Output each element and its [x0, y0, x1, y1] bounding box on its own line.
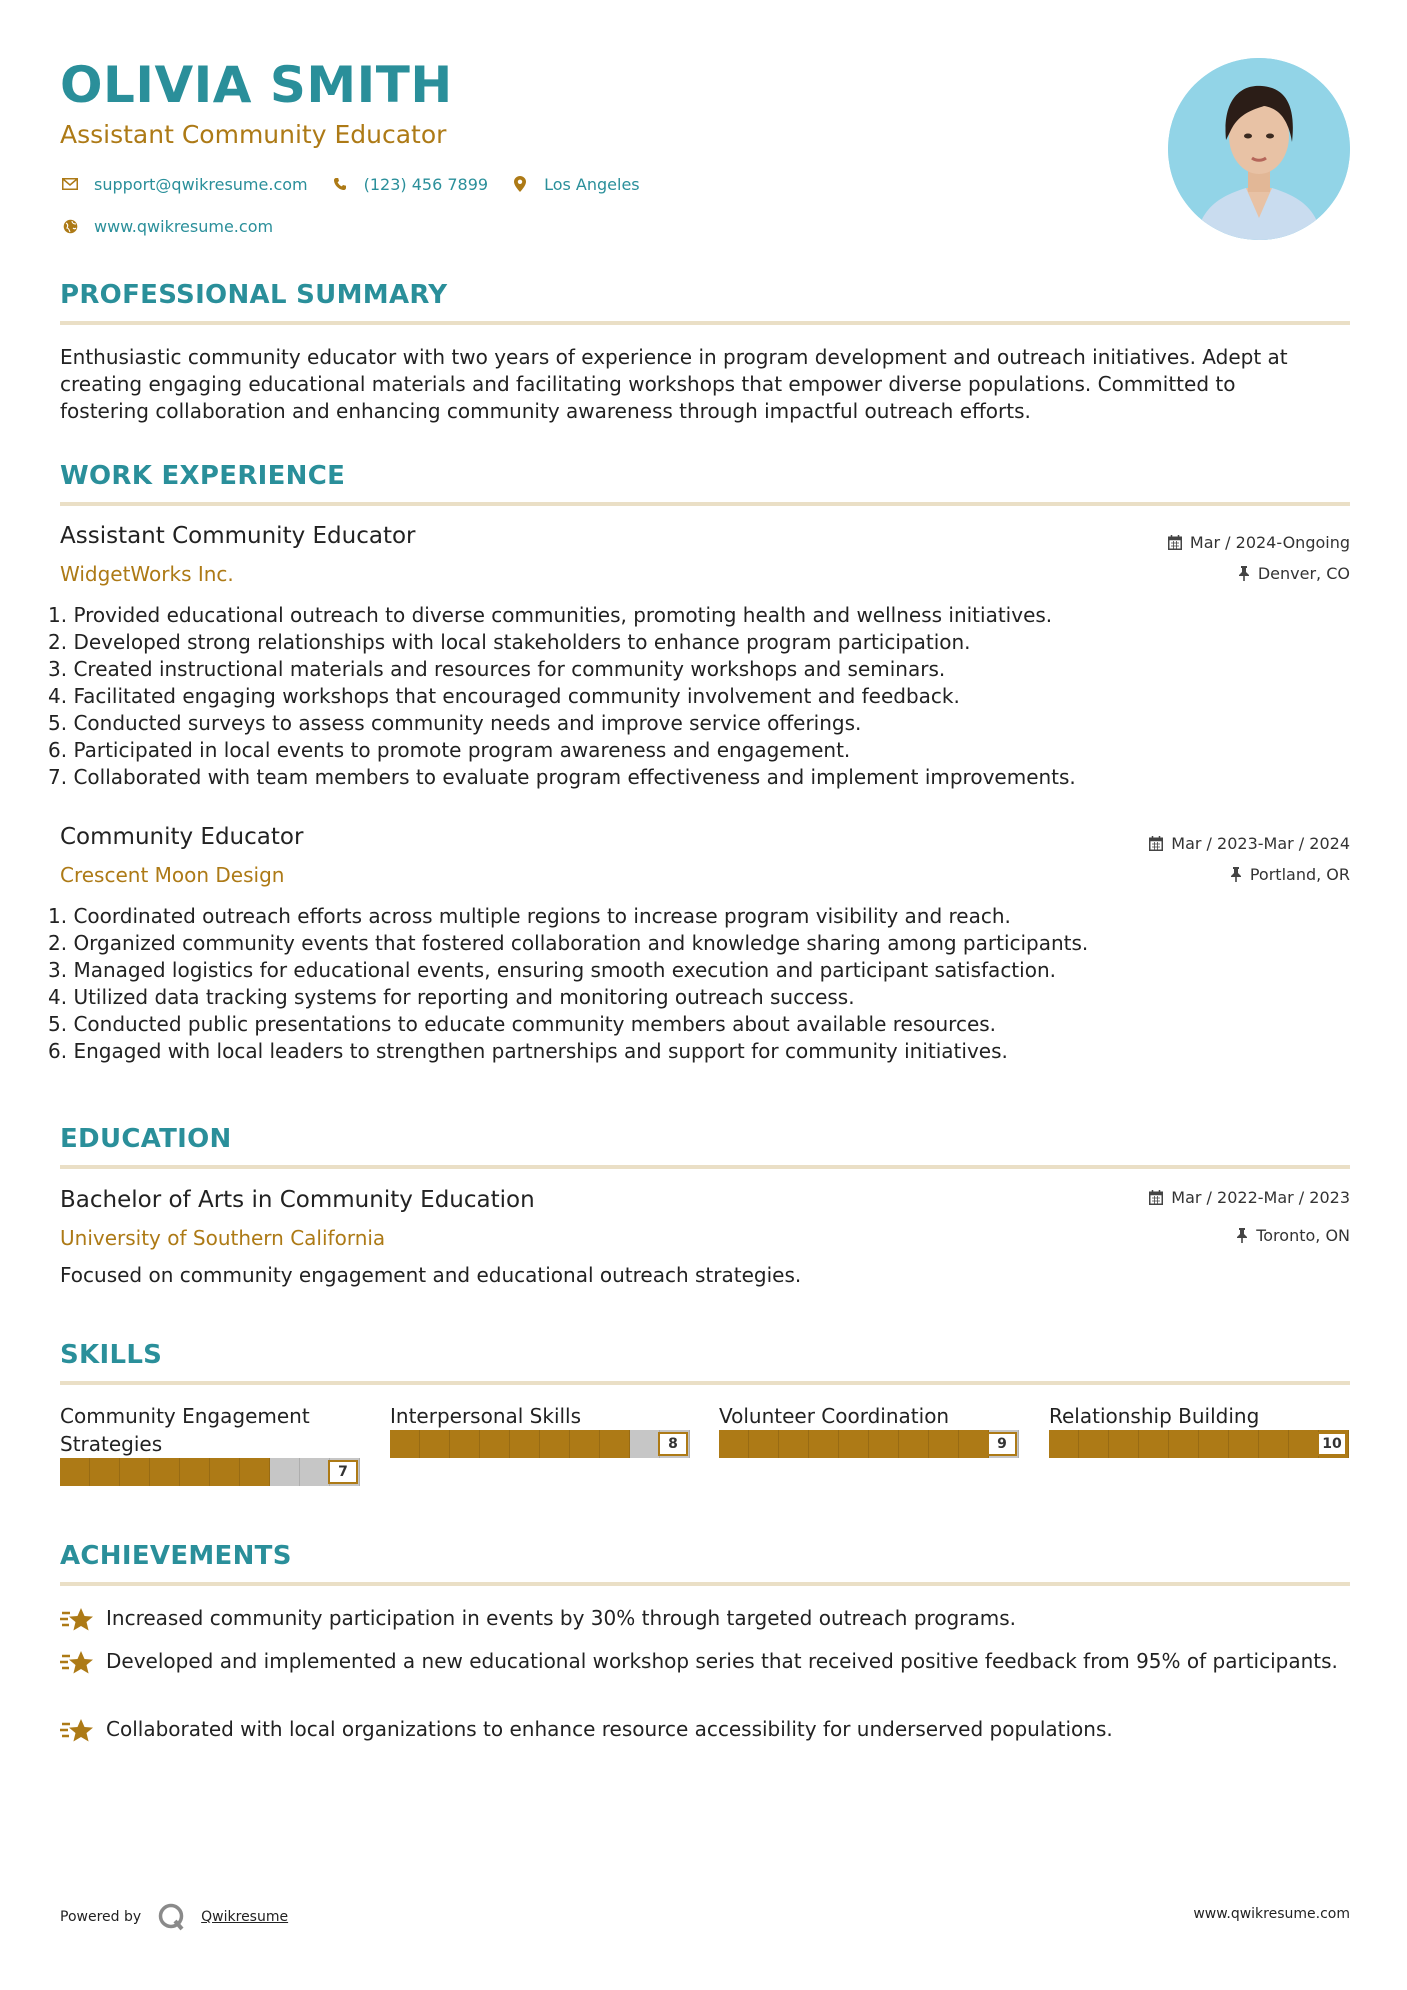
skill-score: 8 — [658, 1432, 688, 1456]
qwikresume-link[interactable]: Qwikresume — [201, 1909, 289, 1925]
skill-name: Community Engagement Strategies — [60, 1404, 310, 1456]
achievement-item — [60, 1648, 1350, 1678]
skill-segment-filled — [1139, 1430, 1169, 1458]
map-pin-icon — [510, 174, 530, 194]
skill-segment-filled — [749, 1430, 779, 1458]
skill-segment-filled — [1079, 1430, 1109, 1458]
phone-number[interactable]: (123) 456 7899 — [363, 174, 489, 194]
section-divider — [60, 321, 1350, 325]
education-dates: Mar / 2022-Mar / 2023 — [1149, 1188, 1350, 1207]
skill-segment-filled — [120, 1458, 150, 1486]
skill-segment-filled — [1109, 1430, 1139, 1458]
section-divider — [60, 1165, 1350, 1169]
experience-heading: WORK EXPERIENCE — [60, 461, 346, 491]
qwikresume-logo-icon — [157, 1902, 187, 1932]
list-item: 7. Collaborated with team members to evaluate program effectiveness and implement improvements. — [48, 765, 1076, 789]
job-dates: Mar / 2023-Mar / 2024 — [1149, 834, 1350, 853]
skill-segment-empty — [300, 1458, 330, 1486]
skill-item — [60, 1402, 360, 1486]
education-location: Toronto, ON — [1236, 1226, 1350, 1245]
achievement-item — [60, 1716, 1350, 1746]
globe-icon — [60, 216, 80, 236]
skill-segment-filled — [1169, 1430, 1199, 1458]
phone-icon — [330, 174, 350, 194]
job-location: Denver, CO — [1238, 564, 1350, 583]
skill-score: 7 — [328, 1460, 358, 1484]
skill-segment-filled — [540, 1430, 570, 1458]
job-dates: Mar / 2024-Ongoing — [1168, 533, 1350, 552]
skill-bar — [719, 1430, 1019, 1458]
achievement-text: Collaborated with local organizations to enhance resource accessibility for underserved populations. — [106, 1717, 1113, 1741]
pushpin-icon — [1238, 566, 1250, 581]
calendar-icon — [1168, 535, 1182, 550]
skill-name: Relationship Building — [1049, 1404, 1260, 1428]
pushpin-icon — [1236, 1228, 1248, 1243]
education-description: Focused on community engagement and educational outreach strategies. — [60, 1263, 802, 1287]
footer-website[interactable]: www.qwikresume.com — [1193, 1906, 1350, 1922]
skill-segment-filled — [240, 1458, 270, 1486]
education-heading: EDUCATION — [60, 1124, 232, 1154]
skill-item — [719, 1402, 1019, 1458]
skill-segment-filled — [1049, 1430, 1079, 1458]
skill-segment-filled — [420, 1430, 450, 1458]
contact-row — [60, 174, 662, 194]
location-text: Los Angeles — [544, 174, 640, 194]
section-divider — [60, 1381, 1350, 1385]
skill-item — [1049, 1402, 1349, 1458]
skill-segment-filled — [779, 1430, 809, 1458]
achievements-heading: ACHIEVEMENTS — [60, 1541, 292, 1571]
skill-segment-filled — [1199, 1430, 1229, 1458]
skill-segment-filled — [719, 1430, 749, 1458]
section-divider — [60, 1582, 1350, 1586]
job-location: Portland, OR — [1230, 865, 1350, 884]
skill-segment-filled — [480, 1430, 510, 1458]
skill-segment-filled — [959, 1430, 989, 1458]
skill-segment-filled — [1289, 1430, 1319, 1458]
list-item: 3. Created instructional materials and resources for community workshops and seminars. — [48, 657, 946, 681]
list-item: 1. Coordinated outreach efforts across multiple regions to increase program visibility and reach. — [48, 904, 1011, 928]
skill-segment-filled — [90, 1458, 120, 1486]
list-item: 6. Participated in local events to promote program awareness and engagement. — [48, 738, 851, 762]
skill-segment-filled — [150, 1458, 180, 1486]
skill-segment-empty — [270, 1458, 300, 1486]
company-name: WidgetWorks Inc. — [60, 562, 234, 586]
job-title: Assistant Community Educator — [60, 523, 416, 549]
skill-segment-filled — [839, 1430, 869, 1458]
calendar-icon — [1149, 1190, 1163, 1205]
skill-segment-filled — [869, 1430, 899, 1458]
skill-segment-empty — [630, 1430, 660, 1458]
profile-photo — [1168, 58, 1350, 240]
list-item: 5. Conducted surveys to assess community needs and improve service offerings. — [48, 711, 862, 735]
achievement-item — [60, 1605, 1350, 1635]
skill-segment-filled — [510, 1430, 540, 1458]
skill-segment-filled — [899, 1430, 929, 1458]
envelope-icon — [60, 174, 80, 194]
email-link[interactable]: support@qwikresume.com — [94, 174, 308, 194]
list-item: 4. Facilitated engaging workshops that encouraged community involvement and feedback. — [48, 684, 960, 708]
school-name: University of Southern California — [60, 1226, 386, 1250]
website-link[interactable]: www.qwikresume.com — [94, 216, 274, 236]
achievement-text: Developed and implemented a new educational workshop series that received positive feedback from 95% of participants. — [106, 1649, 1338, 1673]
skill-bar — [1049, 1430, 1349, 1458]
list-item: 2. Organized community events that fostered collaboration and knowledge sharing among participants. — [48, 931, 1089, 955]
company-name: Crescent Moon Design — [60, 863, 285, 887]
skill-segment-filled — [600, 1430, 630, 1458]
list-item: 5. Conducted public presentations to educate community members about available resources. — [48, 1012, 997, 1036]
summary-heading: PROFESSIONAL SUMMARY — [60, 280, 448, 310]
achievement-text: Increased community participation in events by 30% through targeted outreach programs. — [106, 1606, 1016, 1630]
skill-name: Volunteer Coordination — [719, 1404, 950, 1428]
summary-text: Enthusiastic community educator with two years of experience in program development and outreach initiatives. Adept at creating engaging educational materials and facilitating workshops that empower diverse populations. Committed to fostering collaboration and enhancing community awareness through impactful outreach efforts. — [60, 345, 1288, 423]
skill-segment-filled — [1259, 1430, 1289, 1458]
section-divider — [60, 502, 1350, 506]
skill-segment-filled — [450, 1430, 480, 1458]
skill-score: 9 — [987, 1432, 1017, 1456]
skill-bar — [60, 1458, 360, 1486]
job-duties-list — [48, 602, 1348, 791]
list-item: 3. Managed logistics for educational events, ensuring smooth execution and participant satisfaction. — [48, 958, 1056, 982]
skill-segment-filled — [1229, 1430, 1259, 1458]
contact-row-website — [60, 216, 295, 236]
skill-segment-filled — [60, 1458, 90, 1486]
skill-segment-filled — [390, 1430, 420, 1458]
calendar-icon — [1149, 836, 1163, 851]
skill-segment-filled — [809, 1430, 839, 1458]
list-item: 4. Utilized data tracking systems for reporting and monitoring outreach success. — [48, 985, 855, 1009]
list-item: 6. Engaged with local leaders to strengthen partnerships and support for community initiatives. — [48, 1039, 1008, 1063]
skill-bar — [390, 1430, 690, 1458]
pushpin-icon — [1230, 867, 1242, 882]
skill-name: Interpersonal Skills — [390, 1404, 582, 1428]
list-item: 1. Provided educational outreach to diverse communities, promoting health and wellness initiatives. — [48, 603, 1053, 627]
powered-by-label: Powered by — [60, 1909, 142, 1925]
skill-item — [390, 1402, 690, 1458]
job-duties-list — [48, 903, 1348, 1065]
candidate-name: OLIVIA SMITH — [60, 56, 453, 114]
candidate-role: Assistant Community Educator — [60, 120, 447, 149]
skill-score: 10 — [1317, 1432, 1347, 1456]
skill-segment-filled — [210, 1458, 240, 1486]
skill-segment-filled — [180, 1458, 210, 1486]
skill-segment-filled — [929, 1430, 959, 1458]
footer-powered-by — [60, 1902, 288, 1932]
job-title: Community Educator — [60, 824, 304, 850]
skills-heading: SKILLS — [60, 1340, 163, 1370]
list-item: 2. Developed strong relationships with local stakeholders to enhance program participation. — [48, 630, 971, 654]
star-icon — [60, 1716, 94, 1746]
star-icon — [60, 1605, 94, 1635]
skill-segment-filled — [570, 1430, 600, 1458]
star-icon — [60, 1648, 94, 1678]
degree-title: Bachelor of Arts in Community Education — [60, 1187, 535, 1213]
